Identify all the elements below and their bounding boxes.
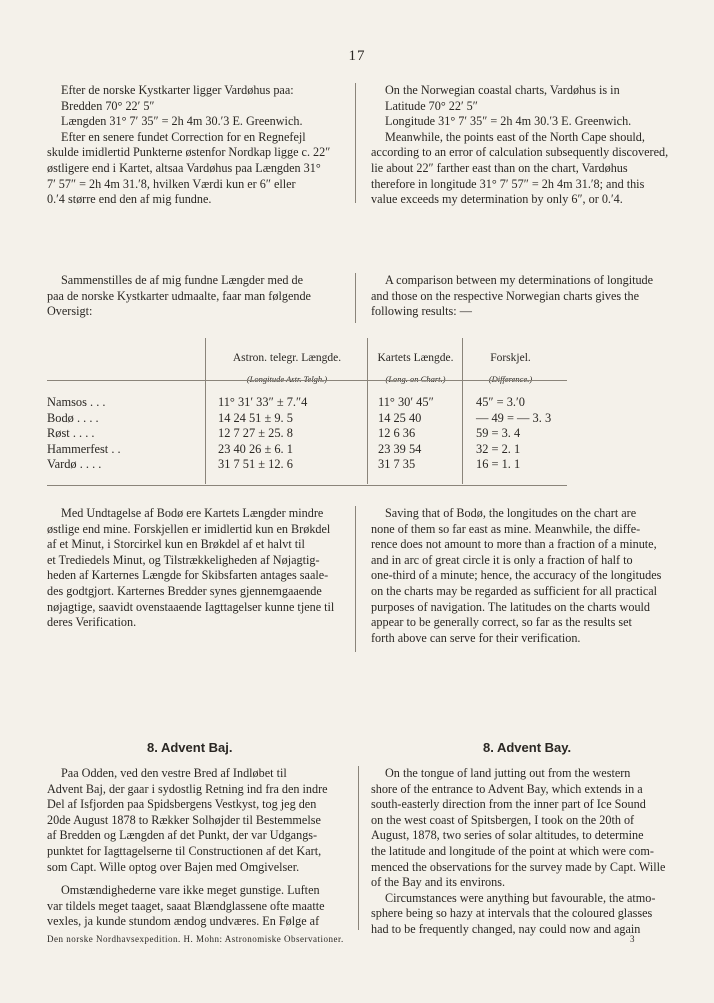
text-line: et Trediedels Minut, og Tilstrækkeligheden af Nøjagtig- bbox=[47, 552, 320, 567]
text-line: som Capt. Wille optog over Bajen med Omgivelser. bbox=[47, 859, 300, 874]
text-line: paa de norske Kystkarter udmaalte, faar man følgende bbox=[47, 288, 311, 303]
table-cell: Røst . . . . bbox=[47, 426, 95, 441]
text-line: value exceeds my determination by only 6″, or 0.′4. bbox=[371, 192, 623, 207]
text-line: Advent Baj, der gaar i sydostlig Retning ind fra den indre bbox=[47, 781, 328, 796]
table-cell: Vardø . . . . bbox=[47, 457, 102, 472]
text-line: lie about 22″ farther east than on the chart, Vardøhus bbox=[371, 160, 628, 175]
text-line: south-easterly direction from the inner part of Ice Sound bbox=[371, 797, 646, 812]
text-line: of the Bay and its environs. bbox=[371, 875, 506, 890]
text-line: on the west coast of Spitsbergen, I took on the 20th of bbox=[371, 812, 635, 827]
text-line: Efter de norske Kystkarter ligger Vardøhus paa: bbox=[61, 83, 294, 97]
text-line: var tildels meget taaget, saaat Blændglassene ofte maatte bbox=[47, 898, 325, 913]
table-header-chart bbox=[367, 338, 463, 384]
text-line: punktet for Iagttagelserne til Constructionen af det Kart, bbox=[47, 843, 322, 858]
text-line: Meanwhile, the points east of the North Cape should, bbox=[385, 129, 645, 144]
column-divider bbox=[358, 766, 359, 930]
text-line: following results: — bbox=[371, 304, 472, 319]
text-line: skulde imidlertid Punkterne østenfor Nordkap ligge c. 22″ bbox=[47, 145, 331, 160]
table-divider bbox=[367, 380, 368, 484]
header-subtitle: (Longitude Astr. Telgh.) bbox=[246, 374, 328, 384]
text-line: forth above can serve for their verification. bbox=[371, 630, 581, 645]
text-line: appear to be generally correct, so far as the results set bbox=[371, 615, 632, 630]
header-title: Forskjel. bbox=[490, 352, 531, 364]
text-line: østligere end i Kartet, altsaa Vardøhus paa Længden 31° bbox=[47, 160, 321, 175]
text-line: Oversigt: bbox=[47, 304, 93, 319]
table-cell: 45″ = 3.′0 bbox=[476, 395, 525, 409]
table-divider bbox=[462, 380, 463, 484]
table-cell: 12 6 36 bbox=[378, 426, 416, 441]
text-line: af et Minut, i Storcirkel kun en Brøkdel af et halvt til bbox=[47, 537, 305, 552]
header-subtitle: (Long. on Chart.) bbox=[385, 374, 446, 384]
section-title-left: 8. Advent Baj. bbox=[147, 740, 233, 755]
table-cell: Namsos . . . bbox=[47, 395, 106, 409]
text-line: 0.′4 større end den af mig fundne. bbox=[47, 192, 212, 207]
table-header-diff bbox=[462, 338, 558, 384]
text-line: Longitude 31° 7′ 35″ = 2h 4m 30.′3 E. Greenwich. bbox=[385, 114, 632, 129]
text-line: des godtgjort. Karternes Bredder synes gjennemgaaende bbox=[47, 583, 322, 598]
table-col-astr bbox=[218, 395, 307, 473]
after-left-text bbox=[47, 506, 345, 631]
text-line: af Bredden og Længden af det Punkt, der var Udgangs- bbox=[47, 828, 318, 843]
text-line: sphere being so hazy at intervals that the coloured glasses bbox=[371, 906, 653, 921]
text-line: Latitude 70° 22′ 5″ bbox=[385, 98, 478, 113]
text-line: Sammenstilles de af mig fundne Længder med de bbox=[61, 273, 304, 287]
table-cell: 11° 31′ 33″ ± 7.″4 bbox=[218, 395, 308, 409]
footer-right: 3 bbox=[630, 934, 635, 944]
table-cell: 11° 30′ 45″ bbox=[378, 395, 434, 409]
table-cell: 59 = 3. 4 bbox=[476, 426, 521, 441]
text-line: heden af Karternes Længde for Skibsfarten antages saale- bbox=[47, 568, 329, 583]
top-right-text bbox=[371, 83, 683, 208]
table-cell: 31 7 51 ± 12. 6 bbox=[218, 457, 293, 472]
text-line bbox=[47, 875, 345, 883]
section-title-right: 8. Advent Bay. bbox=[483, 740, 572, 755]
table-col-chart bbox=[378, 395, 434, 473]
text-line: Bredden 70° 22′ 5″ bbox=[61, 98, 155, 113]
text-line: none of them so far east as mine. Meanwhile, the diffe- bbox=[371, 521, 641, 536]
text-line: nøjagtige, saavidt ovenstaaende Iagttagelser kunne tjene til bbox=[47, 599, 335, 614]
header-subtitle: (Difference.) bbox=[488, 374, 533, 384]
text-line: vexles, ja kunde stundom ændog undværes. En Følge af bbox=[47, 914, 320, 929]
after-right-text bbox=[371, 506, 683, 646]
text-line: Saving that of Bodø, the longitudes on the chart are bbox=[385, 506, 637, 520]
table-cell: 23 40 26 ± 6. 1 bbox=[218, 441, 293, 456]
text-line: On the tongue of land jutting out from the western bbox=[385, 766, 631, 780]
header-title: Kartets Længde. bbox=[377, 352, 454, 364]
text-line: had to be frequently changed, nay could now and again bbox=[371, 921, 641, 936]
table-cell: 23 39 54 bbox=[378, 441, 422, 456]
text-line: A comparison between my determinations of longitude bbox=[385, 273, 654, 287]
text-line: menced the observations for the survey made by Capt. Wille bbox=[371, 859, 666, 874]
text-line: Circumstances were anything but favourable, the atmo- bbox=[385, 890, 656, 905]
column-divider bbox=[355, 506, 356, 652]
text-line: rence does not amount to more than a fraction of a minute, bbox=[371, 537, 657, 552]
header-title: Astron. telegr. Længde. bbox=[232, 352, 342, 364]
text-line: and those on the respective Norwegian charts gives the bbox=[371, 288, 640, 303]
text-line: Del af Isfjorden paa Spidsbergens Vestkyst, tog jeg den bbox=[47, 797, 317, 812]
footer-left: Den norske Nordhavsexpedition. H. Mohn: Astronomiske Observationer. bbox=[47, 934, 344, 944]
table-cell: 14 25 40 bbox=[378, 410, 422, 425]
text-line: according to an error of calculation subsequently discovered, bbox=[371, 145, 669, 160]
page-number: 17 bbox=[348, 48, 366, 64]
table-cell: Bodø . . . . bbox=[47, 410, 99, 425]
table-col-diff bbox=[476, 395, 551, 473]
text-line: purposes of navigation. The latitudes on the charts would bbox=[371, 599, 651, 614]
table-cell: Hammerfest . . bbox=[47, 441, 121, 456]
section-left-text bbox=[47, 766, 345, 930]
table-cell: 14 24 51 ± 9. 5 bbox=[218, 410, 293, 425]
text-line: one-third of a minute; hence, the accuracy of the longitudes bbox=[371, 568, 662, 583]
table-divider bbox=[205, 380, 206, 484]
section-right-text bbox=[371, 766, 683, 938]
table-cell: 31 7 35 bbox=[378, 457, 416, 472]
table-header-astr bbox=[205, 338, 368, 384]
table-col-place bbox=[47, 395, 121, 473]
table-cell: 12 7 27 ± 25. 8 bbox=[218, 426, 293, 441]
compare-left-text bbox=[47, 273, 345, 320]
text-line: shore of the entrance to Advent Bay, which extends in a bbox=[371, 781, 643, 796]
text-line: Omstændighederne vare ikke meget gunstige. Luften bbox=[61, 883, 320, 898]
text-line: deres Verification. bbox=[47, 615, 137, 630]
column-divider bbox=[355, 273, 356, 323]
text-line: On the Norwegian coastal charts, Vardøhus is in bbox=[385, 83, 620, 97]
text-line: 20de August 1878 to Rækker Solhøjder til Bestemmelse bbox=[47, 812, 321, 827]
text-line: 7′ 57″ = 2h 4m 31.′8, hvilken Værdi kun er 6″ eller bbox=[47, 176, 296, 191]
compare-right-text bbox=[371, 273, 683, 320]
text-line: østlige end mine. Forskjellen er imidlertid kun en Brøkdel bbox=[47, 521, 331, 536]
text-line: Med Undtagelse af Bodø ere Kartets Længder mindre bbox=[61, 506, 324, 520]
text-line: therefore in longitude 31° 7′ 57″ = 2h 4m 31.′8; and this bbox=[371, 176, 645, 191]
text-line: Paa Odden, ved den vestre Bred af Indløbet til bbox=[61, 766, 287, 780]
table-cell: — 49 = — 3. 3 bbox=[476, 410, 552, 425]
column-divider bbox=[355, 83, 356, 203]
text-line: and in arc of great circle it is only a fraction of half to bbox=[371, 552, 633, 567]
text-line: Efter en senere fundet Correction for en Regnefejl bbox=[61, 129, 306, 144]
text-line: August, 1878, two series of solar altitudes, to determine bbox=[371, 828, 644, 843]
text-line: the latitude and longitude of the point at which were com- bbox=[371, 843, 654, 858]
text-line: Længden 31° 7′ 35″ = 2h 4m 30.′3 E. Greenwich. bbox=[61, 114, 303, 129]
top-left-text bbox=[47, 83, 345, 208]
table-cell: 32 = 2. 1 bbox=[476, 441, 521, 456]
text-line: on the charts may be regarded as sufficient for all practical bbox=[371, 583, 658, 598]
table-cell: 16 = 1. 1 bbox=[476, 457, 521, 472]
